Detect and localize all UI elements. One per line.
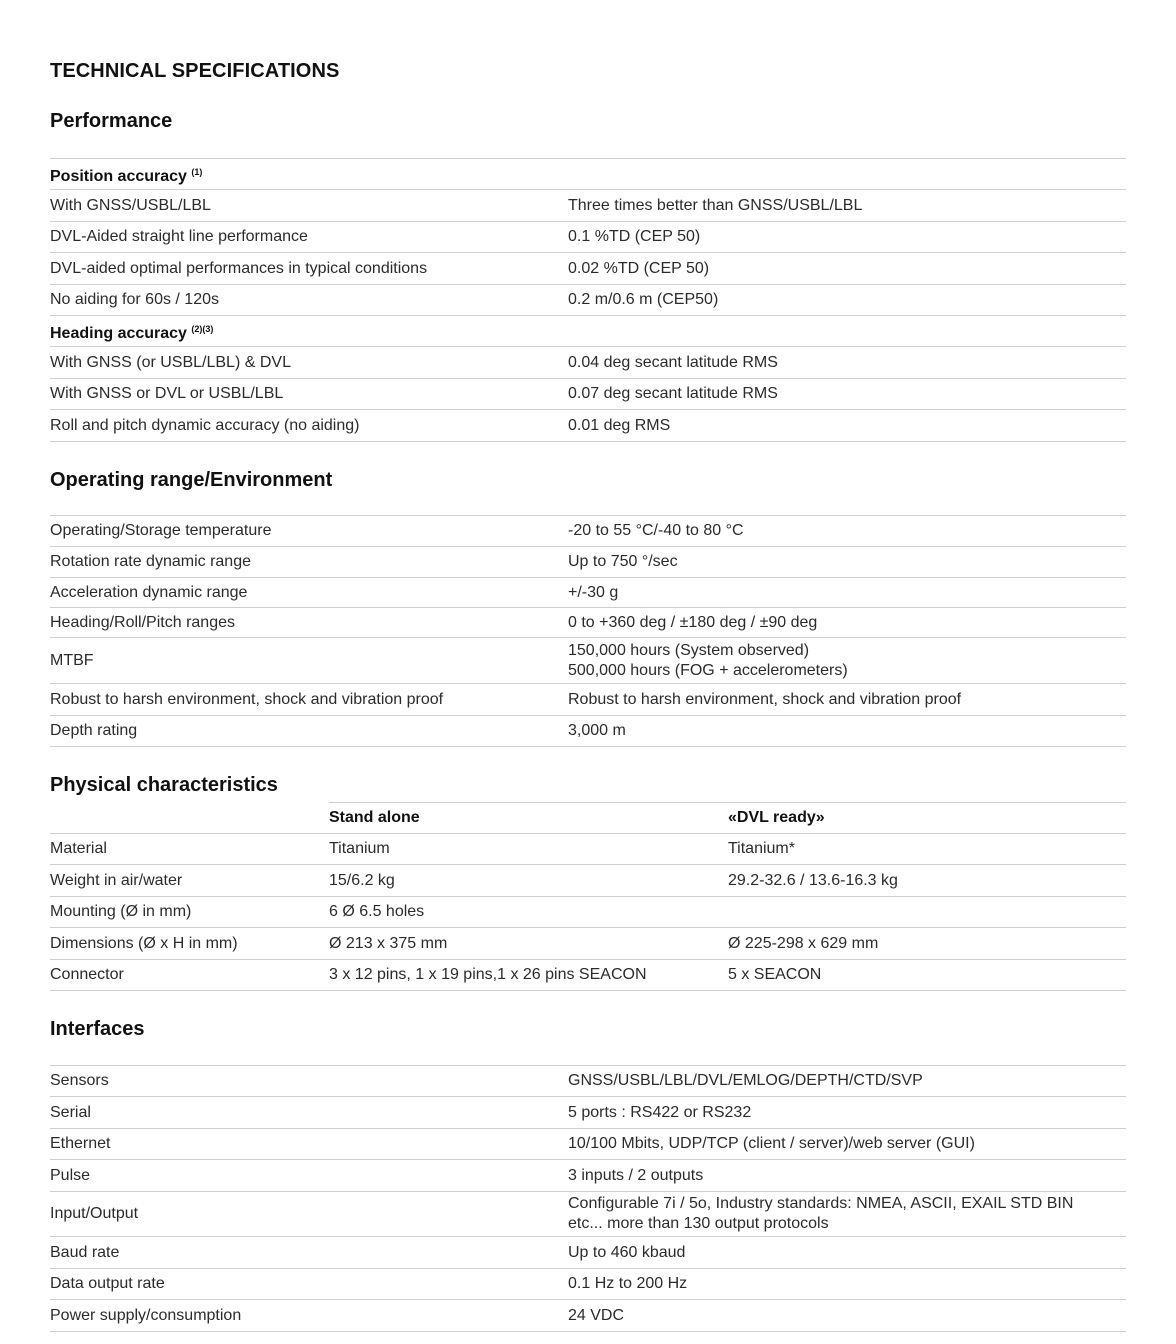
section-title-operating: Operating range/Environment <box>50 469 333 491</box>
row-label: Material <box>50 834 329 865</box>
row-value-line2: etc... more than 130 output protocols <box>568 1215 829 1232</box>
table-row <box>50 1237 1126 1269</box>
row-value: Up to 750 °/sec <box>568 547 1126 578</box>
row-value: Three times better than GNSS/USBL/LBL <box>568 190 1126 222</box>
row-label: With GNSS/USBL/LBL <box>50 190 568 222</box>
row-value-dvl-ready: Ø 225-298 x 629 mm <box>728 928 1126 960</box>
row-value: 0.1 %TD (CEP 50) <box>568 222 1126 253</box>
row-value: 3,000 m <box>568 716 1126 747</box>
row-label: Depth rating <box>50 716 568 747</box>
row-label: Dimensions (Ø x H in mm) <box>50 928 329 960</box>
physical-table <box>50 802 1126 991</box>
table-row <box>50 1066 1126 1097</box>
table-row-group <box>50 159 1126 190</box>
group-label: Position accuracy <box>50 167 187 185</box>
row-value: 150,000 hours (System observed) <box>568 641 810 659</box>
row-label: MTBF <box>50 638 568 684</box>
table-row <box>50 684 1126 716</box>
group-label: Heading accuracy <box>50 324 187 342</box>
interfaces-table <box>50 1065 1126 1332</box>
row-value: 0.07 deg secant latitude RMS <box>568 379 1126 410</box>
table-row <box>50 578 1126 608</box>
row-value: 24 VDC <box>568 1300 1126 1332</box>
row-value-stand-alone: 3 x 12 pins, 1 x 19 pins,1 x 26 pins SEACON <box>329 960 728 991</box>
row-value-dvl-ready: Titanium* <box>728 834 1126 865</box>
row-value: Up to 460 kbaud <box>568 1237 1126 1269</box>
column-header-dvl-ready: «DVL ready» <box>728 803 1126 834</box>
row-label: Power supply/consumption <box>50 1300 568 1332</box>
row-label: Weight in air/water <box>50 865 329 897</box>
row-label: No aiding for 60s / 120s <box>50 285 568 316</box>
table-row <box>50 1160 1126 1192</box>
table-row <box>50 222 1126 253</box>
row-value-stand-alone: Titanium <box>329 834 728 865</box>
row-label: DVL-Aided straight line performance <box>50 222 568 253</box>
row-value: 10/100 Mbits, UDP/TCP (client / server)/web server (GUI) <box>568 1129 1126 1160</box>
table-row <box>50 347 1126 379</box>
row-value-stand-alone: Ø 213 x 375 mm <box>329 928 728 960</box>
table-row <box>50 897 1126 928</box>
row-label: Data output rate <box>50 1269 568 1300</box>
row-value: 0.04 deg secant latitude RMS <box>568 347 1126 379</box>
table-row <box>50 1269 1126 1300</box>
section-title-interfaces: Interfaces <box>50 1018 145 1040</box>
row-label: Roll and pitch dynamic accuracy (no aiding) <box>50 410 568 442</box>
row-value-dvl-ready: 29.2-32.6 / 13.6-16.3 kg <box>728 865 1126 897</box>
table-row <box>50 253 1126 285</box>
column-header-stand-alone: Stand alone <box>329 803 728 834</box>
row-label: Mounting (Ø in mm) <box>50 897 329 928</box>
row-value: 0.01 deg RMS <box>568 410 1126 442</box>
row-value: 0 to +360 deg / ±180 deg / ±90 deg <box>568 608 1126 638</box>
row-value-stand-alone: 15/6.2 kg <box>329 865 728 897</box>
row-label: Acceleration dynamic range <box>50 578 568 608</box>
table-row <box>50 190 1126 222</box>
row-value-line2: 500,000 hours (FOG + accelerometers) <box>568 661 848 679</box>
table-row <box>50 608 1126 638</box>
row-value: 0.02 %TD (CEP 50) <box>568 253 1126 285</box>
row-label: Connector <box>50 960 329 991</box>
row-label: Robust to harsh environment, shock and vibration proof <box>50 684 568 716</box>
document-title: TECHNICAL SPECIFICATIONS <box>50 60 340 82</box>
row-label: DVL-aided optimal performances in typical conditions <box>50 253 568 285</box>
row-value-dvl-ready: 5 x SEACON <box>728 960 1126 991</box>
row-value: 0.1 Hz to 200 Hz <box>568 1269 1126 1300</box>
row-label: Baud rate <box>50 1237 568 1269</box>
table-row <box>50 410 1126 442</box>
row-value: 3 inputs / 2 outputs <box>568 1160 1126 1192</box>
performance-table <box>50 158 1126 442</box>
row-label: Input/Output <box>50 1192 568 1237</box>
row-value: 5 ports : RS422 or RS232 <box>568 1097 1126 1129</box>
row-label: Ethernet <box>50 1129 568 1160</box>
group-value <box>568 316 1126 347</box>
table-row <box>50 1129 1126 1160</box>
table-row <box>50 1097 1126 1129</box>
table-row <box>50 547 1126 578</box>
table-row <box>50 865 1126 897</box>
table-row <box>50 1192 1126 1237</box>
section-title-performance: Performance <box>50 110 173 132</box>
row-label: Pulse <box>50 1160 568 1192</box>
table-row <box>50 516 1126 547</box>
table-row <box>50 834 1126 865</box>
group-value <box>568 159 1126 190</box>
table-row <box>50 379 1126 410</box>
operating-table <box>50 515 1126 747</box>
table-row <box>50 1300 1126 1332</box>
table-row <box>50 960 1126 991</box>
table-row <box>50 716 1126 747</box>
row-value: +/-30 g <box>568 578 1126 608</box>
table-row-group <box>50 316 1126 347</box>
row-value-dvl-ready <box>728 897 1126 928</box>
row-label: Operating/Storage temperature <box>50 516 568 547</box>
row-label: Sensors <box>50 1066 568 1097</box>
row-value: -20 to 55 °C/-40 to 80 °C <box>568 516 1126 547</box>
footnote-marker: (1) <box>191 166 203 177</box>
row-value: Configurable 7i / 5o, Industry standards: NMEA, ASCII, EXAIL STD BIN <box>568 1195 1074 1212</box>
row-value-stand-alone: 6 Ø 6.5 holes <box>329 897 728 928</box>
row-value: 0.2 m/0.6 m (CEP50) <box>568 285 1126 316</box>
row-value: GNSS/USBL/LBL/DVL/EMLOG/DEPTH/CTD/SVP <box>568 1066 1126 1097</box>
row-label: With GNSS (or USBL/LBL) & DVL <box>50 347 568 379</box>
row-label: Serial <box>50 1097 568 1129</box>
row-label: Rotation rate dynamic range <box>50 547 568 578</box>
table-row <box>50 638 1126 684</box>
footnote-marker: (2)(3) <box>191 323 214 334</box>
table-header-row <box>50 803 1126 834</box>
row-label: Heading/Roll/Pitch ranges <box>50 608 568 638</box>
section-title-physical: Physical characteristics <box>50 774 278 796</box>
table-row <box>50 928 1126 960</box>
row-value: Robust to harsh environment, shock and vibration proof <box>568 684 1126 716</box>
table-row <box>50 285 1126 316</box>
row-label: With GNSS or DVL or USBL/LBL <box>50 379 568 410</box>
